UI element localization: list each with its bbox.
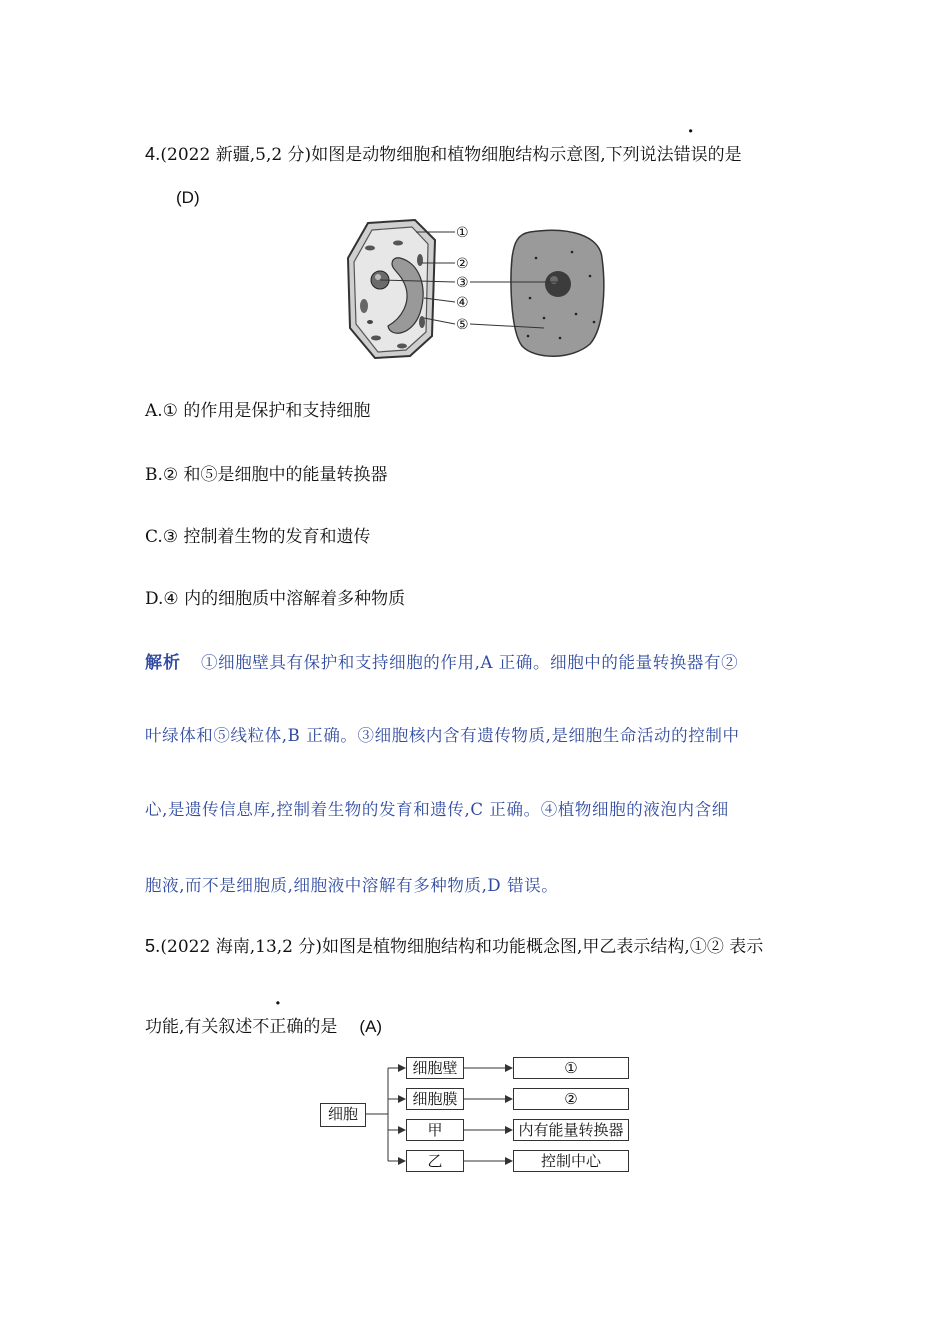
figure-label-4: ④ [456,295,469,311]
diagram-function-energy-converter: 内有能量转换器 [513,1119,629,1141]
q4-option-c: C.③ 控制着生物的发育和遗传 [145,527,371,547]
q4-answer: (D) [176,188,200,207]
q4-option-d: D.④ 内的细胞质中溶解着多种物质 [145,589,406,609]
q4-option-a: A.① 的作用是保护和支持细胞 [145,401,371,421]
q5-stem-line-2: 功能,有关叙述不正确的是 (A) [145,1012,382,1037]
q4-source: .(2022 新疆,5,2 分) [155,145,312,165]
q4-explanation-line-3: 心,是遗传信息库,控制着生物的发育和遗传,C 正确。④植物细胞的液泡内含细 [145,800,729,819]
diagram-root-cell: 细胞 [320,1103,366,1127]
diagram-structure-cell-wall: 细胞壁 [406,1057,464,1079]
q4-option-b: B.② 和⑤是细胞中的能量转换器 [145,465,388,485]
q4-explanation-line-2: 叶绿体和⑤线粒体,B 正确。③细胞核内含有遗传物质,是细胞生命活动的控制中 [145,726,740,745]
q4-number: 4 [145,144,156,164]
q5-emphasis: 不正确 [252,1017,304,1037]
diagram-function-2: ② [513,1088,629,1110]
q5-answer: (A) [359,1017,383,1036]
animal-cell [511,230,604,356]
q5-stem-line-1: 5.(2022 海南,13,2 分)如图是植物细胞结构和功能概念图,甲乙表示结构,①② 表示 [145,936,764,957]
figure-label-1: ① [456,225,469,241]
diagram-structure-yi: 乙 [406,1150,464,1172]
figure-label-2: ② [456,256,469,272]
q4-explanation-line-4: 胞液,而不是细胞质,细胞液中溶解有多种物质,D 错误。 [145,876,559,895]
figure-label-3: ③ [456,275,469,291]
q4-stem-after: 的是 [707,145,742,165]
diagram-structure-cell-membrane: 细胞膜 [406,1088,464,1110]
diagram-structure-jia: 甲 [406,1119,464,1141]
diagram-function-control-center: 控制中心 [513,1150,629,1172]
q5-number: 5 [145,936,156,956]
figure-label-5: ⑤ [456,317,469,333]
q4-explanation-line-1: 解析 ①细胞壁具有保护和支持细胞的作用,A 正确。细胞中的能量转换器有② [145,653,739,673]
q4-emphasis: 错误 [673,145,708,165]
q4-stem [145,140,742,165]
q4-stem-before: 如图是动物细胞和植物细胞结构示意图,下列说法 [311,145,674,165]
cell-structure-figure [340,218,620,368]
plant-cell [348,220,435,358]
diagram-function-1: ① [513,1057,629,1079]
explanation-label: 解析 [145,653,181,673]
q5-source: .(2022 海南,13,2 分) [155,937,323,957]
